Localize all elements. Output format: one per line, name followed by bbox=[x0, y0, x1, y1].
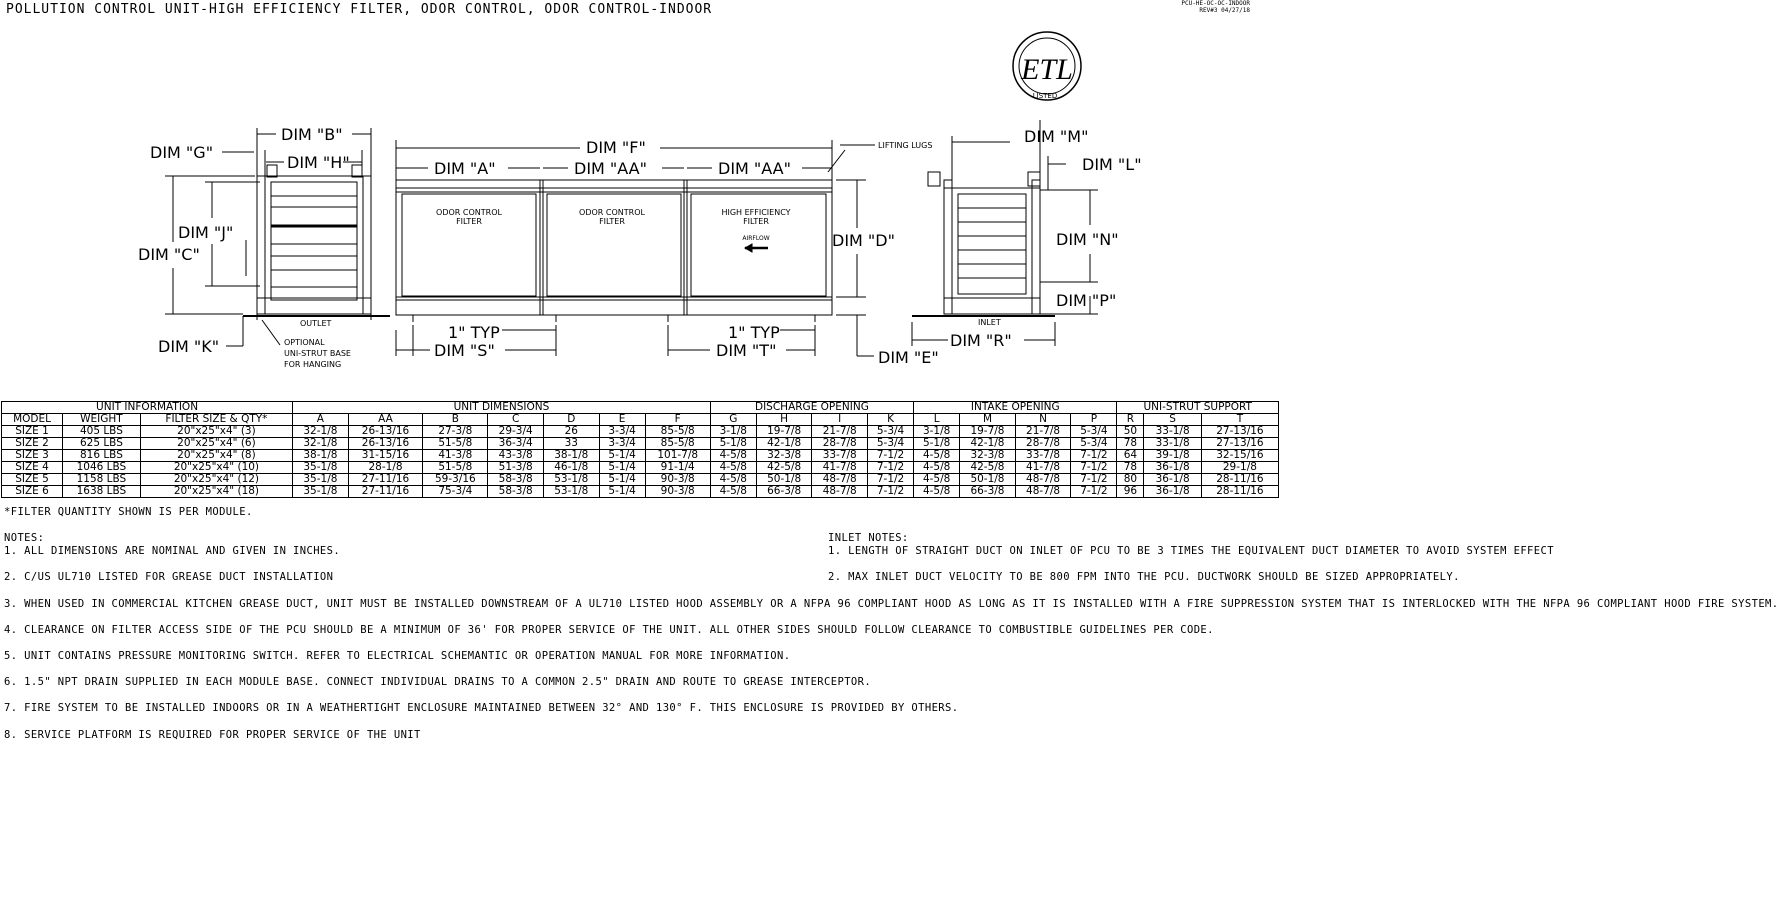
logo-listed-text: LISTED bbox=[1032, 92, 1058, 100]
dim-e-label: DIM "E" bbox=[878, 348, 939, 367]
strut-label-3: FOR HANGING bbox=[284, 360, 342, 369]
table-cell: 27-11/16 bbox=[348, 486, 423, 498]
table-cell: 28-11/16 bbox=[1201, 486, 1278, 498]
dim-h-label: DIM "H" bbox=[287, 153, 350, 172]
table-cell: 43-3/8 bbox=[488, 450, 544, 462]
table-cell: 28-7/8 bbox=[1015, 438, 1071, 450]
dim-r-label: DIM "R" bbox=[950, 331, 1012, 350]
page-title: POLLUTION CONTROL UNIT-HIGH EFFICIENCY FILTER, ODOR CONTROL, ODOR CONTROL-INDOOR bbox=[6, 2, 713, 17]
side-view bbox=[396, 180, 832, 322]
typ-label-1: 1" TYP bbox=[448, 323, 500, 342]
table-cell: 20"x25"x4" (12) bbox=[140, 474, 292, 486]
column-header: R bbox=[1117, 414, 1144, 426]
strut-label-1: OPTIONAL bbox=[284, 338, 325, 347]
table-cell: 39-1/8 bbox=[1144, 450, 1201, 462]
note-item: 8. SERVICE PLATFORM IS REQUIRED FOR PROPER SERVICE OF THE UNIT bbox=[4, 728, 421, 741]
table-cell: 5-3/4 bbox=[1071, 438, 1117, 450]
etl-listed-logo bbox=[1013, 32, 1081, 100]
typ-label-2: 1" TYP bbox=[728, 323, 780, 342]
table-cell: 51-5/8 bbox=[423, 438, 488, 450]
table-cell: 405 LBS bbox=[63, 426, 141, 438]
unit-drawing bbox=[0, 0, 1280, 400]
module-2-label-2: FILTER bbox=[599, 217, 625, 226]
table-cell: 7-1/2 bbox=[1071, 462, 1117, 474]
table-cell: 50 bbox=[1117, 426, 1144, 438]
column-header: H bbox=[756, 414, 812, 426]
column-header: T bbox=[1201, 414, 1278, 426]
table-cell: 5-1/4 bbox=[599, 486, 645, 498]
dim-p-label: DIM "P" bbox=[1056, 291, 1117, 310]
dim-j-label: DIM "J" bbox=[178, 223, 234, 242]
table-cell: 36-1/8 bbox=[1144, 486, 1201, 498]
table-cell: 41-7/8 bbox=[812, 462, 868, 474]
table-cell: 58-3/8 bbox=[488, 486, 544, 498]
dim-t-label: DIM "T" bbox=[716, 341, 777, 360]
table-cell: 26-13/16 bbox=[348, 438, 423, 450]
table-cell: SIZE 1 bbox=[2, 426, 63, 438]
dim-aa-label-2: DIM "AA" bbox=[718, 159, 791, 178]
table-cell: 35-1/8 bbox=[293, 474, 349, 486]
column-header: P bbox=[1071, 414, 1117, 426]
table-cell: SIZE 3 bbox=[2, 450, 63, 462]
dim-g-label: DIM "G" bbox=[150, 143, 214, 162]
table-cell: 21-7/8 bbox=[1015, 426, 1071, 438]
table-cell: 27-11/16 bbox=[348, 474, 423, 486]
table-cell: 3-1/8 bbox=[914, 426, 960, 438]
table-cell: 48-7/8 bbox=[812, 474, 868, 486]
table-cell: 5-1/4 bbox=[599, 450, 645, 462]
table-row bbox=[2, 486, 1279, 498]
table-cell: 7-1/2 bbox=[868, 486, 914, 498]
table-cell: 27-13/16 bbox=[1201, 438, 1278, 450]
table-cell: 3-1/8 bbox=[710, 426, 756, 438]
table-footnote: *FILTER QUANTITY SHOWN IS PER MODULE. bbox=[4, 506, 253, 518]
table-row bbox=[2, 462, 1279, 474]
table-cell: 19-7/8 bbox=[756, 426, 812, 438]
column-header: I bbox=[812, 414, 868, 426]
column-header: AA bbox=[348, 414, 423, 426]
table-cell: 51-3/8 bbox=[488, 462, 544, 474]
column-header-row bbox=[2, 414, 1279, 426]
table-cell: 33 bbox=[543, 438, 599, 450]
table-cell: 53-1/8 bbox=[543, 486, 599, 498]
table-cell: 32-1/8 bbox=[293, 438, 349, 450]
table-cell: 59-3/16 bbox=[423, 474, 488, 486]
table-cell: 58-3/8 bbox=[488, 474, 544, 486]
table-cell: 64 bbox=[1117, 450, 1144, 462]
table-cell: 48-7/8 bbox=[1015, 486, 1071, 498]
table-cell: 75-3/4 bbox=[423, 486, 488, 498]
table-cell: 53-1/8 bbox=[543, 474, 599, 486]
column-header: FILTER SIZE & QTY* bbox=[140, 414, 292, 426]
strut-label-2: UNI-STRUT BASE bbox=[284, 349, 351, 358]
table-cell: 48-7/8 bbox=[812, 486, 868, 498]
note-item: 4. CLEARANCE ON FILTER ACCESS SIDE OF THE PCU SHOULD BE A MINIMUM OF 36' FOR PROPER SERVICE OF THE UNIT. ALL OTHER SIDES SHOULD FOLLOW CLEARANCE TO COMBUSTIBLE GUIDELINES PER CODE. bbox=[4, 623, 1214, 636]
notes-heading: NOTES: bbox=[4, 532, 45, 544]
table-cell: 26-13/16 bbox=[348, 426, 423, 438]
table-row bbox=[2, 426, 1279, 438]
table-cell: 1046 LBS bbox=[63, 462, 141, 474]
table-cell: 20"x25"x4" (18) bbox=[140, 486, 292, 498]
column-header: N bbox=[1015, 414, 1071, 426]
module-2-label-1: ODOR CONTROL bbox=[579, 208, 645, 217]
table-cell: SIZE 4 bbox=[2, 462, 63, 474]
inlet-notes-list bbox=[828, 545, 1554, 584]
inlet-label: INLET bbox=[978, 318, 1001, 327]
group-intake-opening: INTAKE OPENING bbox=[914, 402, 1117, 414]
table-cell: 85-5/8 bbox=[645, 438, 710, 450]
dim-n-label: DIM "N" bbox=[1056, 230, 1119, 249]
table-cell: 90-3/8 bbox=[645, 486, 710, 498]
table-cell: 51-5/8 bbox=[423, 462, 488, 474]
dim-s-label: DIM "S" bbox=[434, 341, 495, 360]
table-cell: 20"x25"x4" (10) bbox=[140, 462, 292, 474]
table-cell: 41-7/8 bbox=[1015, 462, 1071, 474]
table-cell: 4-5/8 bbox=[914, 474, 960, 486]
table-cell: 80 bbox=[1117, 474, 1144, 486]
spec-table bbox=[1, 401, 1279, 498]
column-header: S bbox=[1144, 414, 1201, 426]
table-cell: 20"x25"x4" (8) bbox=[140, 450, 292, 462]
table-cell: 48-7/8 bbox=[1015, 474, 1071, 486]
table-cell: 41-3/8 bbox=[423, 450, 488, 462]
table-cell: 4-5/8 bbox=[710, 450, 756, 462]
table-cell: 7-1/2 bbox=[868, 474, 914, 486]
module-3-label-1: HIGH EFFICIENCY bbox=[721, 208, 791, 217]
note-item: 6. 1.5" NPT DRAIN SUPPLIED IN EACH MODULE BASE. CONNECT INDIVIDUAL DRAINS TO A COMMON 2.5" DRAIN AND ROUTE TO GREASE INTERCEPTOR. bbox=[4, 676, 872, 689]
svg-text:ETL: ETL bbox=[1021, 53, 1073, 86]
table-cell: 27-3/8 bbox=[423, 426, 488, 438]
table-cell: 625 LBS bbox=[63, 438, 141, 450]
table-cell: 36-3/4 bbox=[488, 438, 544, 450]
table-cell: 4-5/8 bbox=[710, 474, 756, 486]
note-item: 2. MAX INLET DUCT VELOCITY TO BE 800 FPM INTO THE PCU. DUCTWORK SHOULD BE SIZED APPROPRIATELY. bbox=[828, 571, 1460, 584]
table-cell: 32-1/8 bbox=[293, 426, 349, 438]
dim-m-label: DIM "M" bbox=[1024, 127, 1089, 146]
column-header: E bbox=[599, 414, 645, 426]
table-cell: 4-5/8 bbox=[914, 462, 960, 474]
table-cell: 78 bbox=[1117, 438, 1144, 450]
table-cell: 1158 LBS bbox=[63, 474, 141, 486]
table-cell: 101-7/8 bbox=[645, 450, 710, 462]
group-unit-dimensions: UNIT DIMENSIONS bbox=[293, 402, 711, 414]
table-cell: 5-1/8 bbox=[914, 438, 960, 450]
table-cell: 27-13/16 bbox=[1201, 426, 1278, 438]
table-cell: 78 bbox=[1117, 462, 1144, 474]
table-cell: 96 bbox=[1117, 486, 1144, 498]
table-cell: 4-5/8 bbox=[710, 462, 756, 474]
table-cell: SIZE 5 bbox=[2, 474, 63, 486]
table-row bbox=[2, 474, 1279, 486]
inlet-end-view bbox=[912, 172, 1055, 316]
table-cell: 4-5/8 bbox=[914, 486, 960, 498]
table-cell: 36-1/8 bbox=[1144, 462, 1201, 474]
dim-k-label: DIM "K" bbox=[158, 337, 220, 356]
inlet-notes-section bbox=[828, 532, 1554, 598]
table-cell: 19-7/8 bbox=[960, 426, 1016, 438]
column-header: M bbox=[960, 414, 1016, 426]
table-cell: 33-1/8 bbox=[1144, 426, 1201, 438]
table-cell: 5-3/4 bbox=[868, 426, 914, 438]
table-cell: 20"x25"x4" (6) bbox=[140, 438, 292, 450]
table-cell: 50-1/8 bbox=[756, 474, 812, 486]
table-cell: 38-1/8 bbox=[293, 450, 349, 462]
dim-aa-label-1: DIM "AA" bbox=[574, 159, 647, 178]
group-discharge-opening: DISCHARGE OPENING bbox=[710, 402, 913, 414]
column-header: F bbox=[645, 414, 710, 426]
table-cell: 20"x25"x4" (3) bbox=[140, 426, 292, 438]
table-cell: 42-5/8 bbox=[756, 462, 812, 474]
table-cell: 85-5/8 bbox=[645, 426, 710, 438]
note-item: 3. WHEN USED IN COMMERCIAL KITCHEN GREASE DUCT, UNIT MUST BE INSTALLED DOWNSTREAM OF A UL710 LISTED HOOD ASSEMBLY OR A NFPA 96 COMPLIANT HOOD AS LONG AS IT IS INSTALLED WITH A FIRE SUPPRESSION SYSTEM THAT IS INTERLOCKED WITH THE NFPA 96 COMPLIANT HOOD FIRE SYSTEM. bbox=[4, 597, 1778, 610]
table-cell: 36-1/8 bbox=[1144, 474, 1201, 486]
table-cell: 5-3/4 bbox=[868, 438, 914, 450]
lifting-lugs-label: LIFTING LUGS bbox=[878, 141, 933, 150]
column-header: C bbox=[488, 414, 544, 426]
table-cell: 33-1/8 bbox=[1144, 438, 1201, 450]
table-cell: 91-1/4 bbox=[645, 462, 710, 474]
column-header: K bbox=[868, 414, 914, 426]
table-cell: 38-1/8 bbox=[543, 450, 599, 462]
table-cell: 28-11/16 bbox=[1201, 474, 1278, 486]
table-cell: 5-1/4 bbox=[599, 474, 645, 486]
note-item: 1. ALL DIMENSIONS ARE NOMINAL AND GIVEN IN INCHES. bbox=[4, 545, 341, 558]
module-1-label-2: FILTER bbox=[456, 217, 482, 226]
column-header: L bbox=[914, 414, 960, 426]
table-cell: 7-1/2 bbox=[868, 462, 914, 474]
table-cell: 7-1/2 bbox=[1071, 474, 1117, 486]
column-header: G bbox=[710, 414, 756, 426]
table-cell: 29-1/8 bbox=[1201, 462, 1278, 474]
column-header: A bbox=[293, 414, 349, 426]
table-cell: 33-7/8 bbox=[1015, 450, 1071, 462]
revision-date: REV#3 04/27/18 bbox=[1199, 7, 1250, 14]
dim-c-label: DIM "C" bbox=[138, 245, 200, 264]
table-cell: SIZE 6 bbox=[2, 486, 63, 498]
table-cell: 5-1/4 bbox=[599, 462, 645, 474]
note-item: 5. UNIT CONTAINS PRESSURE MONITORING SWITCH. REFER TO ELECTRICAL SCHEMANTIC OR OPERATION MANUAL FOR MORE INFORMATION. bbox=[4, 650, 791, 663]
dim-d-label: DIM "D" bbox=[832, 231, 895, 250]
table-cell: 7-1/2 bbox=[868, 450, 914, 462]
table-cell: 32-3/8 bbox=[756, 450, 812, 462]
dim-l-label: DIM "L" bbox=[1082, 155, 1142, 174]
dim-a-label: DIM "A" bbox=[434, 159, 496, 178]
table-cell: 35-1/8 bbox=[293, 462, 349, 474]
table-cell: 42-5/8 bbox=[960, 462, 1016, 474]
column-header: WEIGHT bbox=[63, 414, 141, 426]
group-uni-strut-support: UNI-STRUT SUPPORT bbox=[1117, 402, 1279, 414]
table-cell: 42-1/8 bbox=[960, 438, 1016, 450]
table-cell: 66-3/8 bbox=[960, 486, 1016, 498]
inlet-notes-heading: INLET NOTES: bbox=[828, 532, 909, 544]
table-cell: 46-1/8 bbox=[543, 462, 599, 474]
table-cell: 42-1/8 bbox=[756, 438, 812, 450]
table-cell: 50-1/8 bbox=[960, 474, 1016, 486]
airflow-label: AIRFLOW bbox=[742, 235, 770, 242]
table-cell: 29-3/4 bbox=[488, 426, 544, 438]
table-cell: 35-1/8 bbox=[293, 486, 349, 498]
dim-b-label: DIM "B" bbox=[281, 125, 343, 144]
table-cell: 31-15/16 bbox=[348, 450, 423, 462]
table-cell: 5-3/4 bbox=[1071, 426, 1117, 438]
outlet-label: OUTLET bbox=[300, 319, 332, 328]
table-row bbox=[2, 438, 1279, 450]
table-cell: 32-3/8 bbox=[960, 450, 1016, 462]
table-cell: 32-15/16 bbox=[1201, 450, 1278, 462]
table-cell: 66-3/8 bbox=[756, 486, 812, 498]
table-cell: 4-5/8 bbox=[914, 450, 960, 462]
table-cell: 7-1/2 bbox=[1071, 450, 1117, 462]
table-cell: 4-5/8 bbox=[710, 486, 756, 498]
table-cell: 3-3/4 bbox=[599, 426, 645, 438]
table-cell: 21-7/8 bbox=[812, 426, 868, 438]
table-cell: SIZE 2 bbox=[2, 438, 63, 450]
table-row bbox=[2, 450, 1279, 462]
column-header: B bbox=[423, 414, 488, 426]
table-cell: 33-7/8 bbox=[812, 450, 868, 462]
note-item: 2. C/US UL710 LISTED FOR GREASE DUCT INSTALLATION bbox=[4, 571, 334, 584]
note-item: 7. FIRE SYSTEM TO BE INSTALLED INDOORS OR IN A WEATHERTIGHT ENCLOSURE MAINTAINED BETWEEN 32° AND 130° F. THIS ENCLOSURE IS PROVIDED BY OTHERS. bbox=[4, 702, 959, 715]
table-cell: 3-3/4 bbox=[599, 438, 645, 450]
table-cell: 90-3/8 bbox=[645, 474, 710, 486]
table-cell: 7-1/2 bbox=[1071, 486, 1117, 498]
table-cell: 28-1/8 bbox=[348, 462, 423, 474]
table-cell: 1638 LBS bbox=[63, 486, 141, 498]
group-header-row bbox=[2, 402, 1279, 414]
module-1-label-1: ODOR CONTROL bbox=[436, 208, 502, 217]
table-cell: 816 LBS bbox=[63, 450, 141, 462]
group-unit-information: UNIT INFORMATION bbox=[2, 402, 293, 414]
spec-table-body bbox=[2, 426, 1279, 498]
module-3-label-2: FILTER bbox=[743, 217, 769, 226]
note-item: 1. LENGTH OF STRAIGHT DUCT ON INLET OF PCU TO BE 3 TIMES THE EQUIVALENT DUCT DIAMETER TO AVOID SYSTEM EFFECT bbox=[828, 545, 1554, 558]
outlet-end-view bbox=[243, 165, 390, 320]
column-header: D bbox=[543, 414, 599, 426]
column-header: MODEL bbox=[2, 414, 63, 426]
table-cell: 5-1/8 bbox=[710, 438, 756, 450]
dim-f-label: DIM "F" bbox=[586, 138, 646, 157]
table-cell: 26 bbox=[543, 426, 599, 438]
document-id: PCU-HE-OC-OC-INDOOR bbox=[1181, 0, 1250, 7]
table-cell: 28-7/8 bbox=[812, 438, 868, 450]
